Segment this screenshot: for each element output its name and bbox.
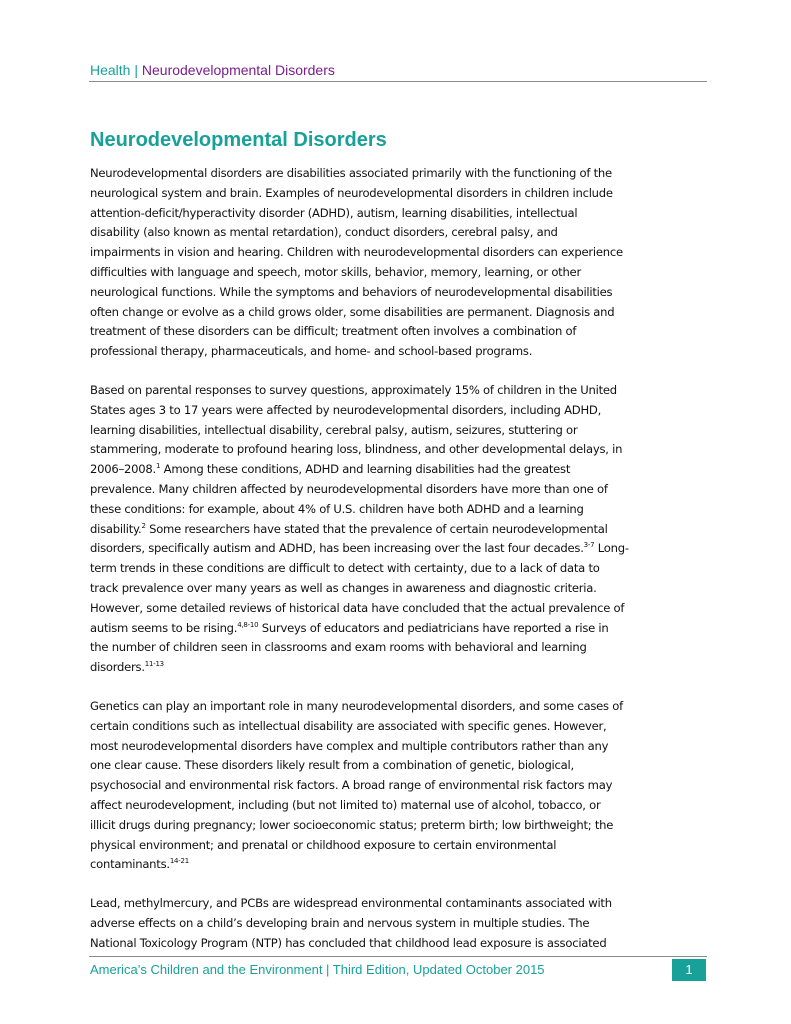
paragraph-1: [90, 164, 710, 362]
citation-ref: 14-21: [169, 857, 189, 866]
header-section: Health: [90, 62, 131, 78]
text-line: illicit drugs during pregnancy; lower socioeconomic status; preterm birth; low birthweight; the: [90, 817, 614, 832]
text-line: autism seems to be rising.$^{4,8-10}$ Surveys of educators and pediatricians have reported a rise in: [90, 620, 609, 635]
citation-ref: 11-13: [144, 660, 164, 669]
page-title: Neurodevelopmental Disorders: [90, 129, 387, 151]
header-divider: [89, 81, 707, 82]
paragraph-4: [90, 894, 710, 953]
citation-ref: 1: [156, 462, 161, 471]
text-line: certain conditions such as intellectual disability are associated with specific genes. However,: [90, 718, 607, 733]
text-line: attention-deficit/hyperactivity disorder (ADHD), autism, learning disabilities, intellectual: [90, 205, 578, 220]
text-line: professional therapy, pharmaceuticals, and home- and school-based programs.: [90, 344, 533, 359]
running-header: [90, 62, 335, 78]
text-line: neurological system and brain. Examples of neurodevelopmental disorders in children include: [90, 185, 613, 200]
footer-divider: [89, 956, 707, 957]
text-line: disability (also known as mental retardation), conduct disorders, cerebral palsy, and: [90, 225, 558, 240]
text-line: treatment of these disorders can be difficult; treatment often involves a combination of: [90, 324, 577, 339]
paragraph-2: [90, 381, 710, 678]
text-line: National Toxicology Program (NTP) has concluded that childhood lead exposure is associated: [90, 935, 607, 950]
text-line: difficulties with language and speech, motor skills, behavior, memory, learning, or other: [90, 264, 581, 279]
text-line: Based on parental responses to survey questions, approximately 15% of children in the United: [90, 382, 617, 397]
text-line: often change or evolve as a child grows older, some disabilities are permanent. Diagnosis and: [90, 304, 615, 319]
text-line: neurological functions. While the symptoms and behaviors of neurodevelopmental disabilities: [90, 284, 613, 299]
text-line: Genetics can play an important role in many neurodevelopmental disorders, and some cases of: [90, 698, 623, 713]
text-line: disorders, specifically autism and ADHD, has been increasing over the last four decades.$^{3-7}$ Long-: [90, 541, 629, 556]
text-line: contaminants.$^{14-21}$: [90, 857, 189, 872]
text-line: Lead, methylmercury, and PCBs are widespread environmental contaminants associated with: [90, 896, 612, 911]
text-line: track prevalence over many years as well as changes in awareness and diagnostic criteria.: [90, 580, 597, 595]
text-line: prevalence. Many children affected by neurodevelopmental disorders have more than one of: [90, 481, 608, 496]
text-line: impairments in vision and hearing. Children with neurodevelopmental disorders can experience: [90, 245, 623, 260]
text-line: stammering, moderate to profound hearing loss, blindness, and other developmental delays, in: [90, 442, 623, 457]
header-separator: |: [130, 62, 142, 78]
citation-ref: 2: [141, 521, 146, 530]
citation-ref: 4,8-10: [237, 620, 259, 629]
text-line: States ages 3 to 17 years were affected by neurodevelopmental disorders, including ADHD,: [90, 402, 602, 417]
text-line: term trends in these conditions are difficult to detect with certainty, due to a lack of data to: [90, 561, 600, 576]
body-text: [90, 164, 710, 972]
text-line: adverse effects on a child’s developing brain and nervous system in multiple studies. The: [90, 915, 590, 930]
text-line: learning disabilities, intellectual disability, cerebral palsy, autism, seizures, stuttering or: [90, 422, 578, 437]
footer-text: America’s Children and the Environment | Third Edition, Updated October 2015: [90, 962, 545, 977]
text-line: However, some detailed reviews of historical data have concluded that the actual prevalence of: [90, 600, 625, 615]
text-line: these conditions: for example, about 4% of U.S. children have both ADHD and a learning: [90, 501, 584, 516]
text-line: disability.$^2$ Some researchers have stated that the prevalence of certain neurodevelopmental: [90, 521, 608, 536]
text-line: 2006–2008.$^1$ Among these conditions, ADHD and learning disabilities had the greatest: [90, 462, 571, 477]
text-line: disorders.$^{11-13}$: [90, 660, 164, 675]
text-line: physical environment; and prenatal or childhood exposure to certain environmental: [90, 837, 557, 852]
paragraph-3: [90, 697, 710, 875]
citation-ref: 3-7: [583, 541, 595, 550]
text-line: most neurodevelopmental disorders have complex and multiple contributors rather than any: [90, 738, 609, 753]
text-line: the number of children seen in classrooms and exam rooms with behavioral and learning: [90, 640, 587, 655]
text-line: psychosocial and environmental risk factors. A broad range of environmental risk factors may: [90, 778, 613, 793]
page-number-badge: 1: [672, 959, 706, 981]
text-line: Neurodevelopmental disorders are disabilities associated primarily with the functioning of the: [90, 166, 612, 180]
text-line: affect neurodevelopment, including (but not limited to) maternal use of alcohol, tobacco, or: [90, 797, 601, 812]
text-line: one clear cause. These disorders likely result from a combination of genetic, biological,: [90, 758, 574, 773]
header-topic: Neurodevelopmental Disorders: [141, 62, 335, 78]
